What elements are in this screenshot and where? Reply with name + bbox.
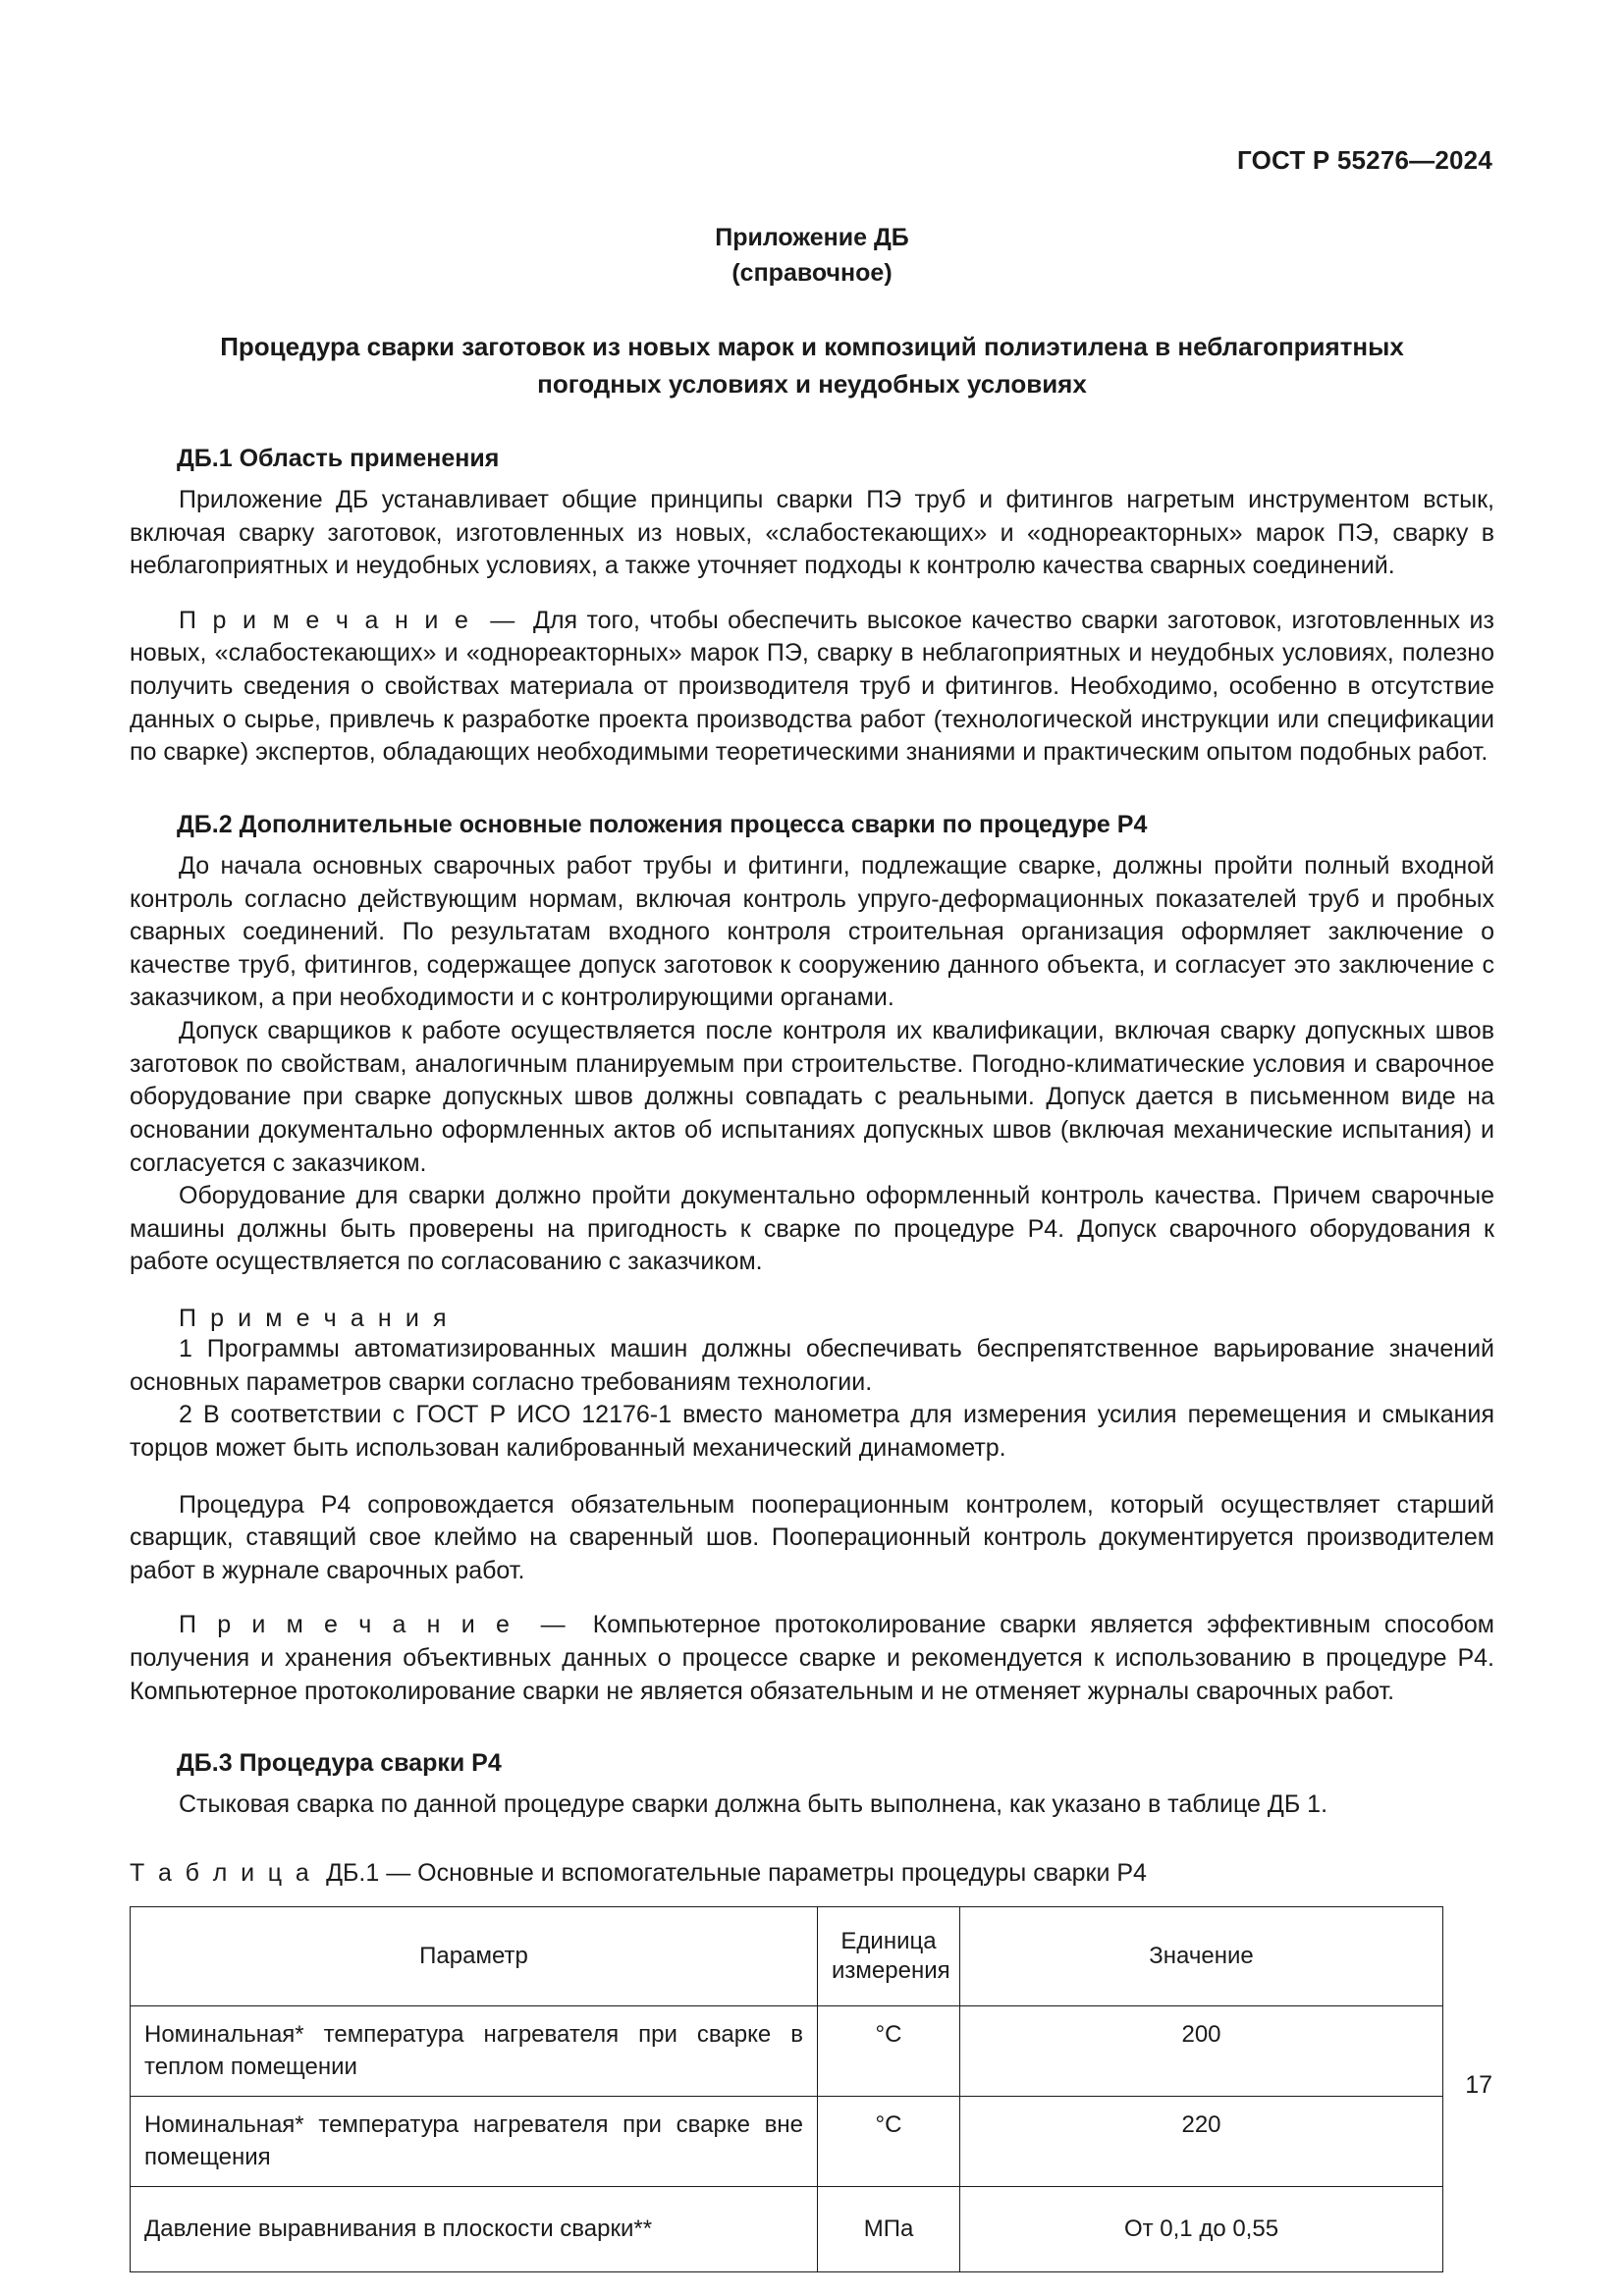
parameters-table bbox=[130, 1906, 1443, 2272]
note-label: П р и м е ч а н и е bbox=[179, 606, 472, 634]
cell-unit: °С bbox=[818, 2006, 960, 2097]
section-db2-notes-block bbox=[130, 1305, 1494, 1466]
cell-parameter: Номинальная* температура нагревателя при сварке вне помещения bbox=[131, 2097, 818, 2187]
cell-unit: МПа bbox=[818, 2187, 960, 2272]
cell-value: 200 bbox=[960, 2006, 1443, 2097]
section-db1-paragraph-1: Приложение ДБ устанавливает общие принципы сварки ПЭ труб и фитингов нагретым инструментом встык, включая сварку заготовок, изготовленных из новых, «слабостекающих» и «однореакторных» марок ПЭ, сварку в неблагоприятных и неудобных условиях, а также уточняет подходы к контролю качества сварных соединений. bbox=[130, 485, 1494, 580]
section-db1-note bbox=[130, 605, 1494, 770]
column-header-value: Значение bbox=[960, 1907, 1443, 2006]
page-number: 17 bbox=[1465, 2071, 1492, 2099]
cell-unit: °С bbox=[818, 2097, 960, 2187]
section-db2-note bbox=[130, 1609, 1494, 1708]
section-db2-note-item-1: 1 Программы автоматизированных машин должны обеспечивать беспрепятственное варьирование значений основных параметров сварки согласно требованиям технологии. bbox=[130, 1335, 1494, 1396]
cell-parameter: Номинальная* температура нагревателя при сварке в теплом помещении bbox=[131, 2006, 818, 2097]
annex-kind: (справочное) bbox=[731, 258, 893, 287]
page-content bbox=[130, 221, 1494, 2272]
cell-value: От 0,1 до 0,55 bbox=[960, 2187, 1443, 2272]
table-header bbox=[131, 1907, 1443, 2006]
table-caption-word: Т а б л и ц а bbox=[130, 1858, 313, 1887]
section-db2-paragraph-2: Допуск сварщиков к работе осуществляется после контроля их квалификации, включая сварку допускных швов заготовок по свойствам, аналогичным планируемым при строительстве. Погодно-климатические условия и сварочное оборудование при сварке допускных швов должны совпадать с реальными. Допуск дается в письменном виде на основании документально оформленных актов об испытаниях допускных швов (включая механические испытания) и согласуется с заказчиком. bbox=[130, 1017, 1494, 1177]
cell-parameter: Давление выравнивания в плоскости сварки** bbox=[131, 2187, 818, 2272]
section-db2-paragraph-3: Оборудование для сварки должно пройти документально оформленный контроль качества. Причем сварочные машины должны быть проверены на пригодность к сварке по процедуре Р4. Допуск сварочного оборудования к работе осуществляется по согласованию с заказчиком. bbox=[130, 1182, 1494, 1276]
standard-designation-header: ГОСТ Р 55276—2024 bbox=[1237, 145, 1492, 175]
note-text: Компьютерное протоколирование сварки является эффективным способом получения и хранения объективных данных о процессе сварке и рекомендуется к использованию в процедуре Р4. Компьютерное протоколирование сварки не является обязательным и не отменяет журналы сварочных работ. bbox=[130, 1611, 1494, 1705]
note-dash: — bbox=[540, 1611, 566, 1639]
table-row bbox=[131, 2097, 1443, 2187]
section-heading-db2: ДБ.2 Дополнительные основные положения процесса сварки по процедуре Р4 bbox=[177, 810, 1148, 838]
section-heading-db1: ДБ.1 Область применения bbox=[177, 444, 500, 472]
table-caption bbox=[130, 1857, 1494, 1890]
section-db2-paragraph-1: До начала основных сварочных работ трубы и фитинги, подлежащие сварке, должны пройти полный входной контроль согласно действующим нормам, включая контроль упруго-деформационных показателей труб и пробных сварных соединений. По результатам входного контроля строительная организация оформляет заключение о качестве труб, фитингов, содержащее допуск заготовок к сооружению данного объекта, и согласует это заключение с заказчиком, а при необходимости и с контролирующими органами. bbox=[130, 851, 1494, 1012]
table-caption-dash: — bbox=[386, 1858, 411, 1887]
column-header-unit-line2: измерения bbox=[832, 1957, 950, 1985]
note-label: П р и м е ч а н и е bbox=[179, 1611, 514, 1639]
note-text: Для того, чтобы обеспечить высокое качество сварки заготовок, изготовленных из новых, «слабостекающих» и «однореакторных» марок ПЭ, сварку в неблагоприятных и неудобных условиях, полезно получить сведения о свойствах материала от производителя труб и фитингов. Необходимо, особенно в отсутствие данных о сырье, привлечь к разработке проекта производства работ (технологической инструкции или спецификации по сварке) экспертов, обладающих необходимыми теоретическими знаниями и практическим опытом подобных работ. bbox=[130, 606, 1494, 767]
section-heading-db3: ДБ.3 Процедура сварки Р4 bbox=[177, 1749, 502, 1778]
cell-value: 220 bbox=[960, 2097, 1443, 2187]
annex-label: Приложение ДБ bbox=[715, 224, 909, 251]
table-body bbox=[131, 2006, 1443, 2272]
note-dash: — bbox=[490, 606, 515, 634]
section-db2-paragraph-4: Процедура Р4 сопровождается обязательным пооперационным контролем, который осуществляет старший сварщик, ставящий свое клеймо на сваренный шов. Пооперационный контроль документируется производителем работ в журнале сварочных работ. bbox=[130, 1490, 1494, 1584]
table-header-row bbox=[131, 1907, 1443, 2006]
section-db2-note-item-2: 2 В соответствии с ГОСТ Р ИСО 12176-1 вместо манометра для измерения усилия перемещения и смыкания торцов может быть использован калиброванный механический динамометр. bbox=[130, 1401, 1494, 1462]
column-header-unit bbox=[818, 1907, 960, 2006]
table-caption-number: ДБ.1 bbox=[326, 1858, 380, 1887]
annex-title: Процедура сварки заготовок из новых марок и композиций полиэтилена в неблагоприятных погодных условиях и неудобных условиях bbox=[220, 332, 1404, 400]
column-header-parameter: Параметр bbox=[131, 1907, 818, 2006]
table-container bbox=[130, 1906, 1494, 2272]
section-db3-paragraph-1: Стыковая сварка по данной процедуре сварки должна быть выполнена, как указано в таблице ДБ 1. bbox=[179, 1790, 1328, 1819]
column-header-unit-line1: Единица bbox=[840, 1928, 937, 1955]
table-caption-text: Основные и вспомогательные параметры процедуры сварки Р4 bbox=[417, 1858, 1147, 1887]
notes-title: П р и м е ч а н и я bbox=[179, 1305, 451, 1333]
table-row bbox=[131, 2006, 1443, 2097]
table-row bbox=[131, 2187, 1443, 2272]
